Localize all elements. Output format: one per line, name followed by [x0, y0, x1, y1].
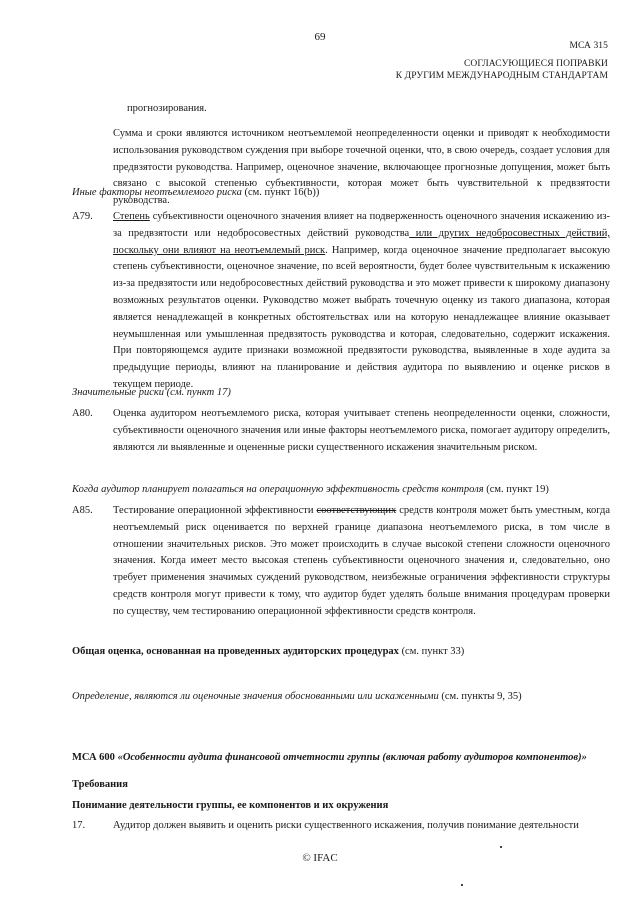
significant-risks-heading: Значительные риски (см. пункт 17): [72, 387, 231, 398]
paragraph-a80: Оценка аудитором неотъемлемого риска, которая учитывает степень неопределенности оценки, сложности, субъективности оценочного значения или иные факторы неотъемлемого риска, помогает аудитору определить, являются ли выявленные и оцененные риски существенного искажения значительным риском.: [113, 408, 610, 453]
header-title-line2: К ДРУГИМ МЕЖДУНАРОДНЫМ СТАНДАРТАМ: [395, 71, 608, 81]
paragraph-number-17: 17.: [72, 820, 86, 831]
reliance-heading: Когда аудитор планирует полагаться на операционную эффективность средств контроля (см. пункт 19): [72, 484, 549, 495]
paragraph-a79: Степень субъективности оценочного значения влияет на подверженность оценочного значения искажению из-за предвзятости или недобросовестных действий руководства или других недобросовестных действий, поскольку они влияют на неотъемлемый риск. Например, когда оценочное значение предполагает высокую степень субъективности, оценочное значение, по всей вероятности, будет более чувствительным к искажению из-за предвзятости или недобросовестных действий руководства и это может привести к широкому диапазону возможных результатов оценки. Руководство может выбрать точечную оценку из такого диапазона, которая является ненадлежащей в конкретных обстоятельствах или на которую ненадлежащее влияние оказывает неумышленная или умышленная предвзятость руководства и которая, следовательно, содержит искажения. При повторяющемся аудите признаки возможной предвзятости руководства, выявленные в ходе аудита за предыдущие периоды, влияют на планирование и действия аудитора по выявлению и оценке рисков в текущем периоде.: [113, 211, 610, 390]
paragraph-17: Аудитор должен выявить и оценить риски существенного искажения, получив понимание деятельности: [113, 820, 579, 831]
scan-mark: [500, 846, 502, 848]
requirements-heading: Требования: [72, 779, 128, 790]
intro-paragraph: Сумма и сроки являются источником неотъемлемой неопределенности оценки и приводят к необходимости использования руководством суждения при выборе точечной оценки, что, в свою очередь, создает условия для предвзятости руководства. Например, оценочное значение, включающее прогнозные допущения, может быть связано с высокой степенью субъективности, которая может быть чувствительной к предвзятости руководства.: [113, 128, 610, 207]
understanding-heading: Понимание деятельности группы, ее компонентов и их окружения: [72, 800, 389, 811]
header-title-line1: СОГЛАСУЮЩИЕСЯ ПОПРАВКИ: [463, 59, 608, 69]
paragraph-a85: Тестирование операционной эффективности соответствующих средств контроля может быть уместным, когда неотъемлемый риск оценивается по верхней границе диапазона неотъемлемого риска, в том числе в отношении значительных рисков. Это может происходить в случае высокой степени сложности оценочного значения. Когда имеет место высокая степень субъективности оценочного значения и, следовательно, оно требует применения значимых суждений руководством, неизбежные ограничения эффективности структуры средств контроля могут привести к тому, что аудитор будет уделять больше внимания процедурам проверки по существу, чем тестированию операционной эффективности средств контроля.: [113, 505, 610, 617]
document-code: МСА 315: [569, 41, 608, 51]
page-number: 69: [314, 31, 326, 43]
other-factors-heading: Иные факторы неотъемлемого риска (см. пункт 16(b)): [72, 187, 320, 198]
continuation-text: прогнозирования.: [127, 103, 207, 114]
scan-mark: [461, 884, 463, 886]
paragraph-number-a79: А79.: [72, 211, 93, 222]
footer-copyright: © IFAC: [302, 852, 338, 864]
determination-heading: Определение, являются ли оценочные значения обоснованными или искаженными (см. пункты 9, 35): [72, 691, 522, 702]
isa600-heading: МСА 600 «Особенности аудита финансовой отчетности группы (включая работу аудиторов компонентов)»: [72, 752, 587, 763]
paragraph-number-a85: А85.: [72, 505, 93, 516]
overall-assessment-heading: Общая оценка, основанная на проведенных аудиторских процедурах (см. пункт 33): [72, 646, 465, 657]
paragraph-number-a80: А80.: [72, 408, 93, 419]
